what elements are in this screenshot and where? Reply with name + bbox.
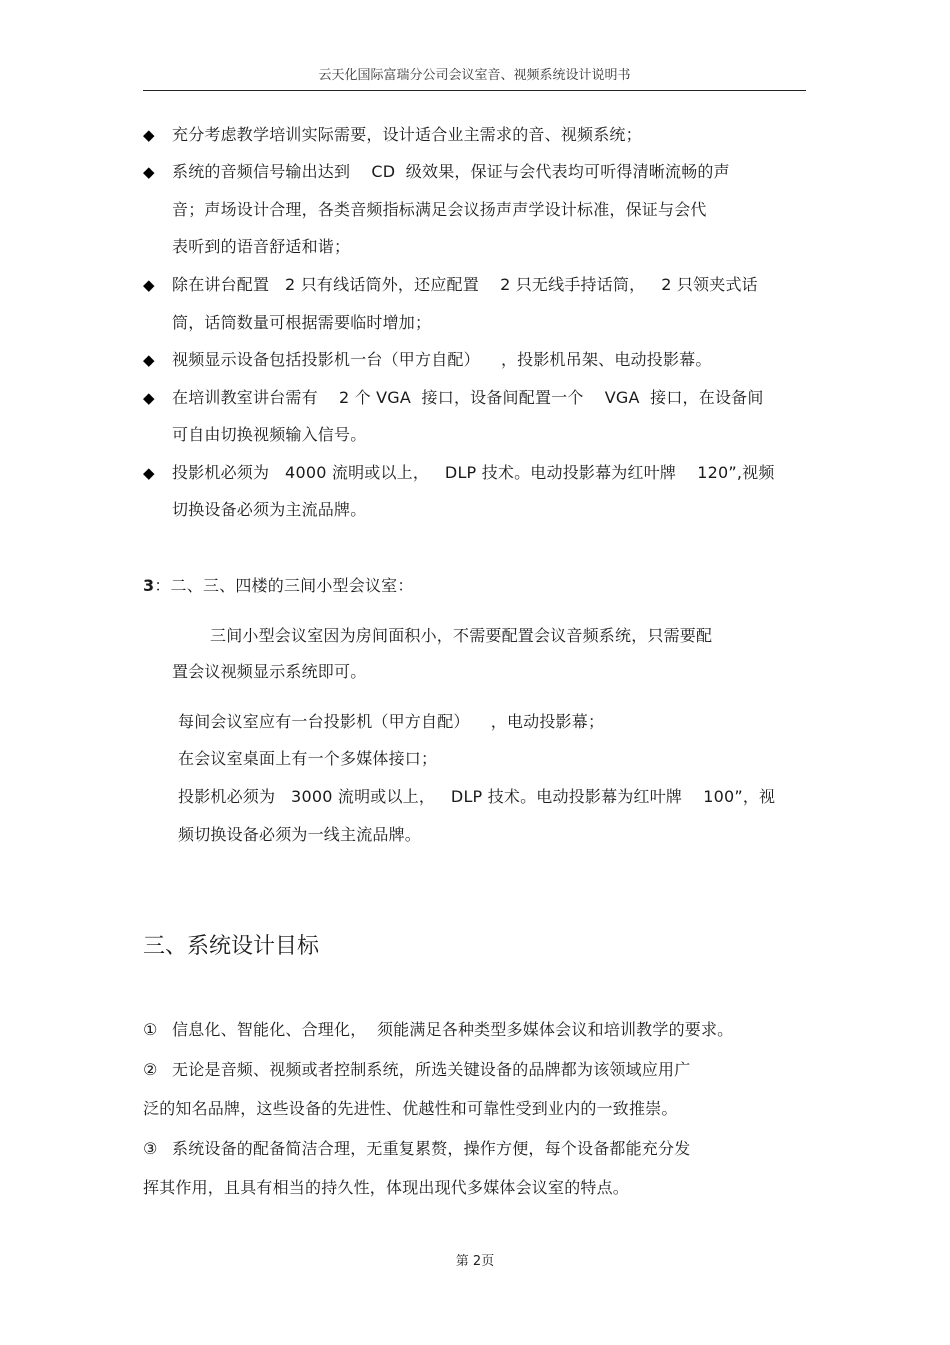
bullet-5-line-1: 在培训教室讲台需有 2 个 VGA 接口，设备间配置一个 VGA 接口，在设备间 bbox=[172, 388, 764, 407]
diamond-bullet-icon: ◆ bbox=[143, 276, 155, 294]
page-header-title: 云天化国际富瑞分公司会议室音、视频系统设计说明书 bbox=[318, 68, 631, 83]
diamond-bullet-icon: ◆ bbox=[143, 389, 155, 407]
section-3-number: 3 bbox=[143, 576, 155, 595]
circled-number-3-icon: ③ bbox=[143, 1139, 158, 1158]
section-3-intro-line-2: 置会议视频显示系统即可。 bbox=[172, 662, 367, 681]
bullet-1-line-1: 充分考虑教学培训实际需要，设计适合业主需求的音、视频系统； bbox=[172, 125, 642, 144]
diamond-bullet-icon: ◆ bbox=[143, 464, 155, 482]
section-3-intro-line-1: 三间小型会议室因为房间面积小，不需要配置会议音频系统，只需要配 bbox=[210, 626, 713, 645]
section-3-heading-text: ：二、三、四楼的三间小型会议室： bbox=[154, 576, 414, 595]
goal-2-line-2: 泛的知名品牌，这些设备的先进性、优越性和可靠性受到业内的一致推崇。 bbox=[143, 1099, 678, 1118]
section-3-item-4: 频切换设备必须为一线主流品牌。 bbox=[178, 825, 422, 844]
bullet-4-line-1: 视频显示设备包括投影机一台（甲方自配） ，投影机吊架、电动投影幕。 bbox=[172, 350, 712, 369]
circled-number-2-icon: ② bbox=[143, 1060, 158, 1079]
bullet-2-line-1: 系统的音频信号输出达到 CD 级效果，保证与会代表均可听得清晰流畅的声 bbox=[172, 162, 730, 181]
diamond-bullet-icon: ◆ bbox=[143, 126, 155, 144]
goal-3-line-1: 系统设备的配备简洁合理，无重复累赘，操作方便，每个设备都能充分发 bbox=[172, 1139, 691, 1158]
bullet-3-line-1: 除在讲台配置 2 只有线话筒外，还应配置 2 只无线手持话筒， 2 只领夹式话 bbox=[172, 275, 758, 294]
section-3-item-1: 每间会议室应有一台投影机（甲方自配） ，电动投影幕； bbox=[178, 712, 605, 731]
bullet-5-line-2: 可自由切换视频输入信号。 bbox=[172, 425, 367, 444]
section-3-heading bbox=[143, 576, 414, 596]
goal-2-line-1: 无论是音频、视频或者控制系统，所选关键设备的品牌都为该领域应用广 bbox=[172, 1060, 691, 1079]
bullet-6-line-1: 投影机必须为 4000 流明或以上， DLP 技术。电动投影幕为红叶牌 120”,视频 bbox=[172, 463, 775, 482]
section-3-item-2: 在会议室桌面上有一个多媒体接口； bbox=[178, 749, 438, 768]
circled-number-1-icon: ① bbox=[143, 1020, 158, 1039]
goal-3-line-2: 挥其作用，且具有相当的持久性，体现出现代多媒体会议室的特点。 bbox=[143, 1178, 630, 1197]
bullet-2-line-3: 表听到的语音舒适和谐； bbox=[172, 237, 351, 256]
goal-1-line-1: 信息化、智能化、合理化， 须能满足各种类型多媒体会议和培训教学的要求。 bbox=[172, 1020, 734, 1039]
page-number: 第 2页 bbox=[455, 1254, 495, 1269]
goals-section-title: 三、系统设计目标 bbox=[143, 934, 320, 959]
bullet-6-line-2: 切换设备必须为主流品牌。 bbox=[172, 500, 367, 519]
bullet-2-line-2: 音；声场设计合理，各类音频指标满足会议扬声声学设计标准，保证与会代 bbox=[172, 200, 707, 219]
section-3-item-3: 投影机必须为 3000 流明或以上， DLP 技术。电动投影幕为红叶牌 100”，视 bbox=[178, 787, 776, 806]
diamond-bullet-icon: ◆ bbox=[143, 163, 155, 181]
header-divider bbox=[143, 90, 806, 91]
diamond-bullet-icon: ◆ bbox=[143, 351, 155, 369]
bullet-3-line-2: 筒，话筒数量可根据需要临时增加； bbox=[172, 313, 432, 332]
